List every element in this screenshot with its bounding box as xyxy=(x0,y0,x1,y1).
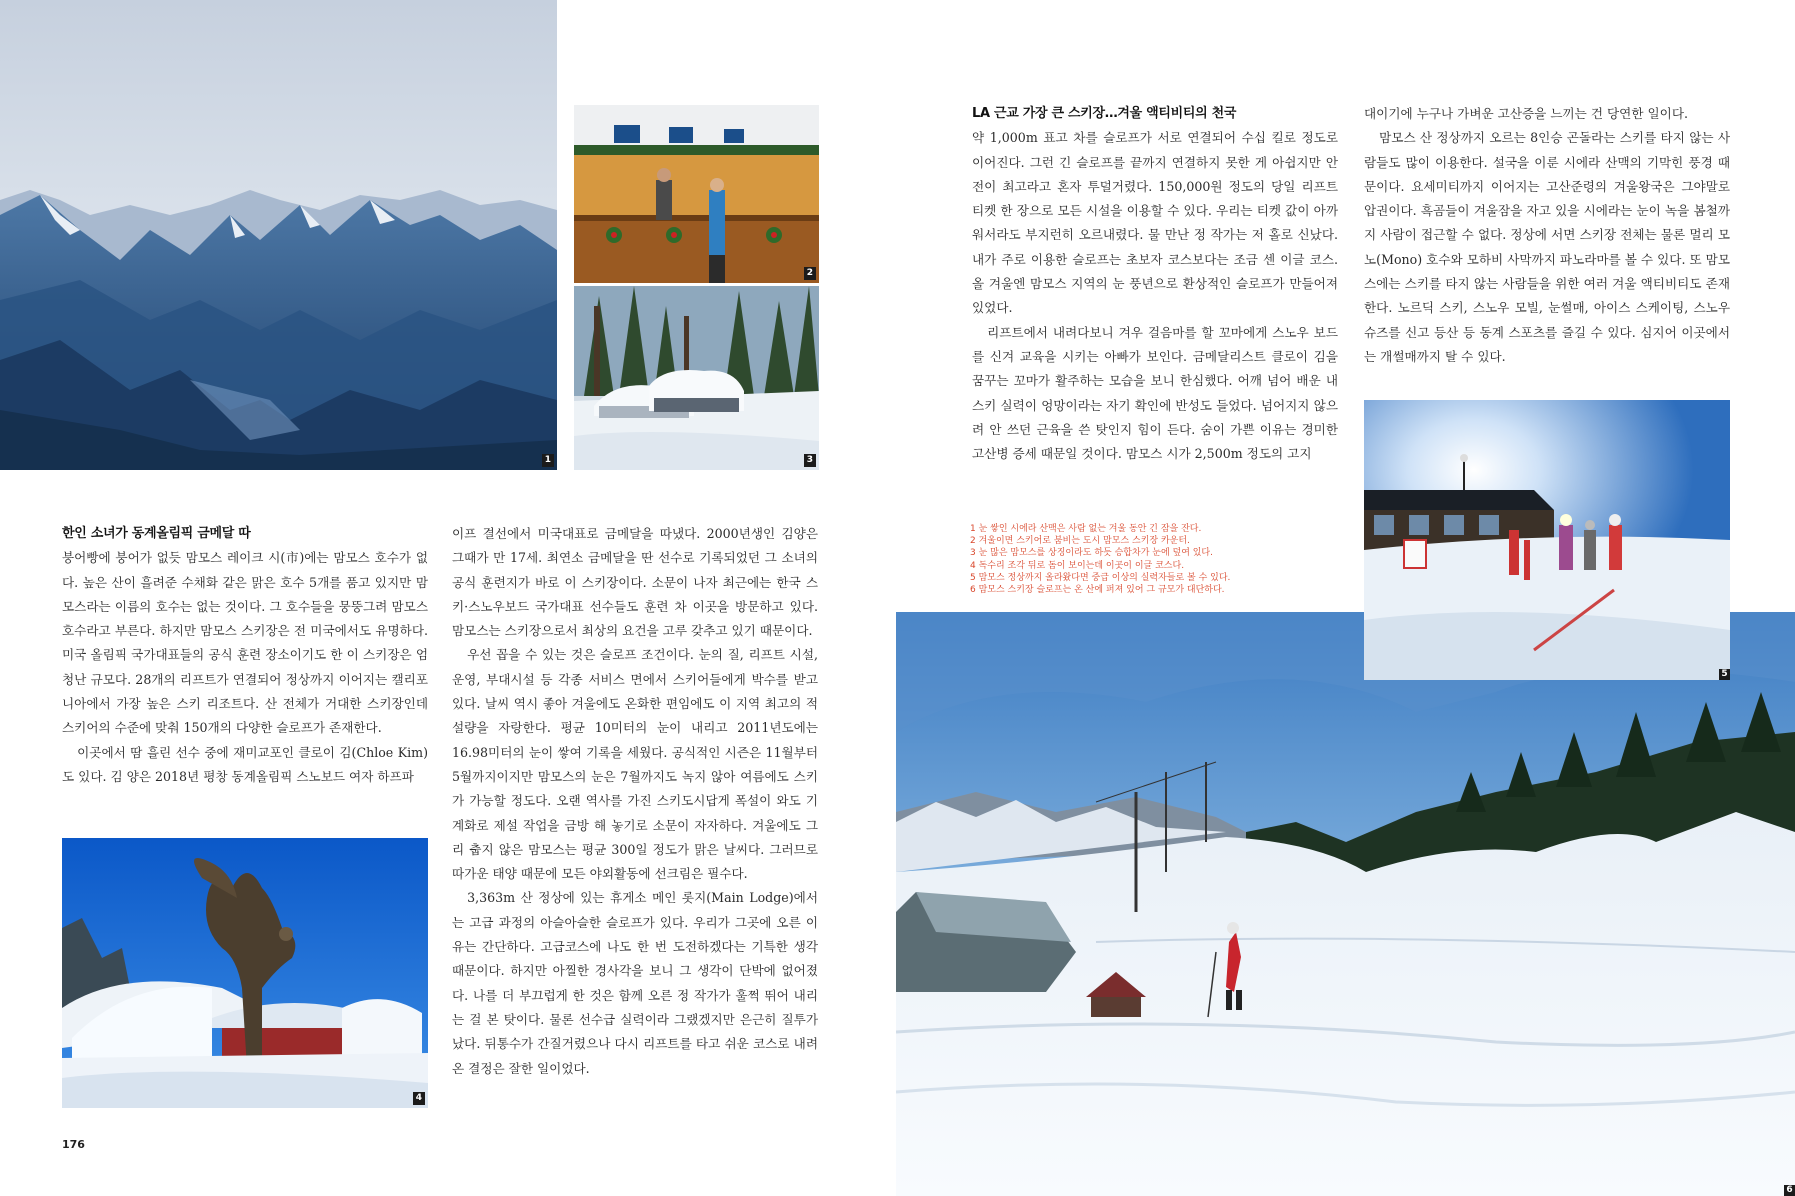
section-heading: 한인 소녀가 동계올림픽 금메달 따 xyxy=(62,526,251,541)
caption-line: 4 독수리 조각 뒤로 돔이 보이는데 이곳이 이글 코스다. xyxy=(970,560,1185,571)
photo-6-ski-slope xyxy=(896,612,1795,1196)
caption-line: 1 눈 쌓인 시에라 산맥은 사람 없는 겨울 동안 긴 잠을 잔다. xyxy=(970,524,1202,534)
body-paragraph: 맘모스 산 정상까지 오르는 8인승 곤돌라는 스키를 타지 않는 사람들도 많이 이용한다. 설국을 이룬 시에라 산맥의 기막힌 풍경 때문이다. 요세미티까지 이어지는 고산준령의 겨울왕국은 그야말로 압권이다. 흑곰들이 겨울잠을 자고 있을 시에라는 눈이 녹을 봄철까지 사람이 접근할 수 없다. 정상에 서면 스키장 전체는 물론 멀리 모노(Mono) 호수와 모하비 사막까지 파노라마를 볼 수 있다. 또 맘모스에는 스키를 타지 않는 사람들을 위한 여러 겨울 액티비티도 존재한다. 노르딕 스키, 스노우 모빌, 눈썰매, 아이스 스케이팅, 스노우 슈즈를 신고 등산 등 동계 스포츠를 즐길 수 있다. 심지어 이곳에서는 개썰매까지 탈 수 있다. xyxy=(1364,130,1730,364)
body-paragraph: 이프 결선에서 미국대표로 금메달을 따냈다. 2000년생인 김양은 그때가 만 17세. 최연소 금메달을 딴 선수로 기록되었던 그 소녀의 공식 훈련지가 바로 이 스키장이다. 소문이 나자 최근에는 한국 스키·스노우보드 국가대표 선수들도 훈련 차 이곳을 방문하고 있다. 맘모스는 스키장으로서 최상의 요건을 고루 갖추고 있기 때문이다. xyxy=(452,526,818,639)
photo-1-sierra-mountains xyxy=(0,0,557,470)
caption-line: 5 맘모스 정상까지 올라왔다면 중급 이상의 실력자들로 볼 수 있다. xyxy=(970,572,1231,583)
photo-number-badge: 2 xyxy=(804,267,816,280)
photo-number-badge: 3 xyxy=(804,454,816,467)
caption-line: 2 겨울이면 스키어로 붐비는 도시 맘모스 스키장 카운터. xyxy=(970,536,1190,547)
section-heading: LA 근교 가장 큰 스키장…겨울 액티비티의 천국 xyxy=(972,106,1237,121)
page-number: 176 xyxy=(62,1138,85,1151)
body-paragraph: 리프트에서 내려다보니 겨우 걸음마를 할 꼬마에게 스노우 보드를 신겨 교육을 시키는 아빠가 보인다. 금메달리스트 클로이 김을 꿈꾸는 꼬마가 활주하는 모습을 보니 한심했다. 어깨 넘어 배운 내 스키 실력이 엉망이라는 자기 확인에 반성도 들었다. 넘어지지 않으려 안 쓰던 근육을 쓴 탓인지 힘이 든다. 숨이 가쁜 이유는 경미한 고산병 증세 때문일 것이다. 맘모스 시가 2,500m 정도의 고지 xyxy=(972,324,1338,462)
photo-number-badge: 1 xyxy=(542,454,554,467)
left-article-column xyxy=(62,522,428,789)
body-paragraph: 우선 꼽을 수 있는 것은 슬로프 조건이다. 눈의 질, 리프트 시설, 운영, 부대시설 등 각종 서비스 면에서 스키어들에게 박수를 받고 있다. 날씨 역시 좋아 겨울에도 온화한 편임에도 이 지역 최고의 적설량을 자랑한다. 평균 10미터의 눈이 내리고 2011년도에는 16.98미터의 눈이 쌓여 기록을 세웠다. 공식적인 시즌은 11월부터 5월까지이지만 맘모스의 눈은 7월까지도 녹지 않아 여름에도 스키가 가능할 정도다. 오랜 역사를 가진 스키도시답게 폭설이 와도 기계화로 제설 작업을 금방 해 놓기로 소문이 자자하다. 겨울에도 그리 춥지 않은 맘모스는 평균 300일 정도가 맑은 날씨다. 그러므로 따가운 태양 때문에 모든 야외활동에 선크림은 필수다. xyxy=(452,647,818,882)
body-paragraph: 약 1,000m 표고 차를 슬로프가 서로 연결되어 수십 킬로 정도로 이어진다. 그런 긴 슬로프를 끝까지 연결하지 못한 게 아쉽지만 안전이 최고라고 혼자 투덜거렸다. 150,000원 정도의 당일 리프트 티켓 한 장으로 모든 시설을 이용할 수 있다. 우리는 티켓 값이 아까워서라도 부지런히 오르내렸다. 물 만난 정 작가는 저 홀로 신났다. 내가 주로 이용한 슬로프는 초보자 코스보다는 조금 센 이글 코스. 올 겨울엔 맘모스 지역의 눈 풍년으로 환상적인 슬로프가 만들어져 있었다. xyxy=(972,130,1338,316)
photo-2-ski-counter xyxy=(574,105,819,283)
photo-5-summit-lodge xyxy=(1364,400,1730,680)
photo-3-snow-covered-car xyxy=(574,286,819,470)
caption-line: 6 맘모스 스키장 슬로프는 온 산에 퍼져 있어 그 규모가 대단하다. xyxy=(970,585,1225,596)
photo-number-badge: 6 xyxy=(1784,1185,1795,1196)
photo-number-badge: 5 xyxy=(1719,669,1730,680)
photo-captions xyxy=(970,523,1270,596)
body-paragraph: 붕어빵에 붕어가 없듯 맘모스 레이크 시(市)에는 맘모스 호수가 없다. 높은 산이 흘려준 수채화 같은 맑은 호수 5개를 품고 있지만 맘모스라는 이름의 호수는 없는 것이다. 그 호수들을 뭉뚱그려 맘모스 호수라고 부른다. 하지만 맘모스 스키장은 전 미국에서도 유명하다. 미국 올림픽 국가대표들의 공식 훈련 장소이기도 한 이 스키장은 엄청난 규모다. 28개의 리프트가 연결되어 정상까지 이어지는 캘리포니아에서 가장 높은 스키 리조트다. 산 전체가 거대한 스키장인데 스키어의 수준에 맞춰 150개의 다양한 슬로프가 존재한다. xyxy=(62,550,428,736)
photo-4-eagle-statue xyxy=(62,838,428,1108)
middle-article-column xyxy=(452,522,818,1081)
body-paragraph: 대이기에 누구나 가벼운 고산증을 느끼는 건 당연한 일이다. xyxy=(1364,106,1688,121)
right-article-column xyxy=(972,102,1338,466)
caption-line: 3 눈 많은 맘모스를 상징이라도 하듯 승합차가 눈에 덮여 있다. xyxy=(970,548,1213,559)
body-paragraph: 이곳에서 땀 흘린 선수 중에 재미교포인 클로이 김(Chloe Kim)도 있다. 김 양은 2018년 평창 동계올림픽 스노보드 여자 하프파 xyxy=(62,744,428,784)
body-paragraph: 3,363m 산 정상에 있는 휴게소 메인 롯지(Main Lodge)에서는 고급 과정의 아슬아슬한 슬로프가 있다. 우리가 그곳에 오른 이유는 간단하다. 고급코스에 나도 한 번 도전하겠다는 기특한 생각 때문이다. 하지만 아찔한 경사각을 보니 그 생각이 단박에 없어졌다. 나를 더 부끄럽게 한 것은 함께 오른 정 작가가 훌쩍 뛰어 내리는 걸 본 탓이다. 물론 선수급 실력이라 그랬겠지만 은근히 질투가 났다. 뒤통수가 간질거렸으나 다시 리프트를 타고 쉬운 코스로 내려 온 결정은 잘한 일이었다. xyxy=(452,890,818,1076)
far-right-article-column xyxy=(1364,102,1730,369)
photo-number-badge: 4 xyxy=(413,1092,425,1105)
